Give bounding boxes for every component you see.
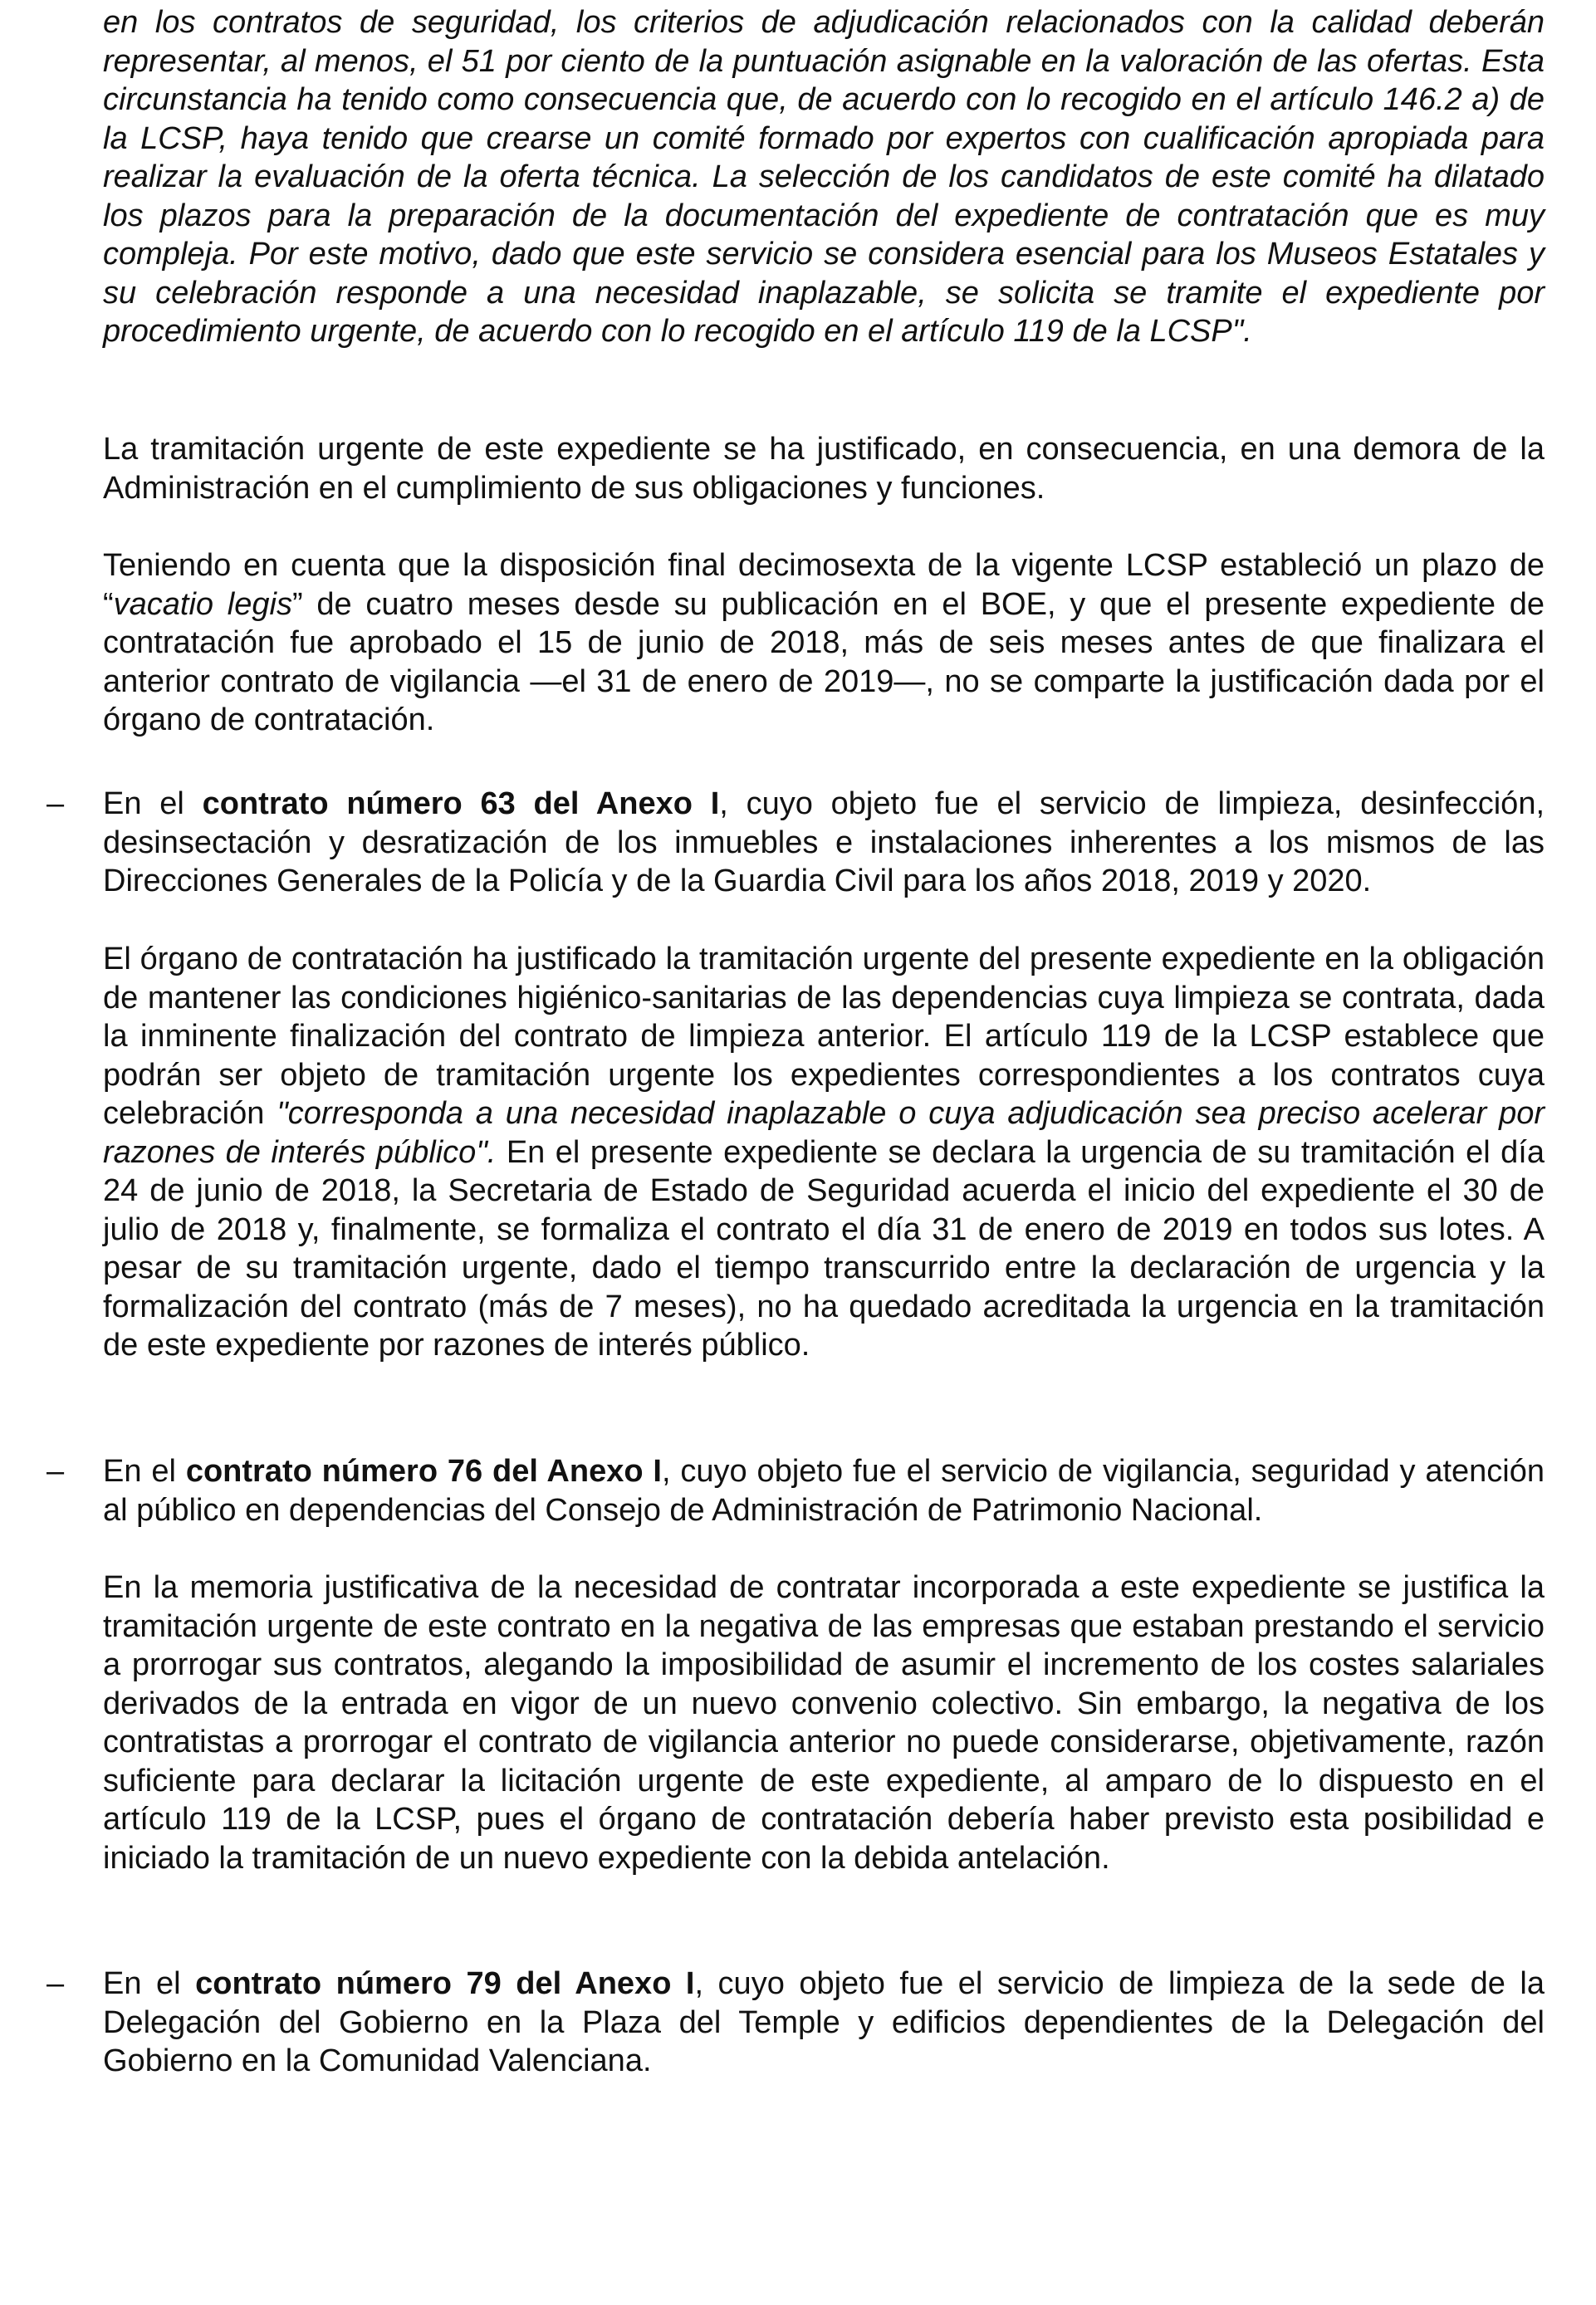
paragraph-contract-63-analysis (103, 940, 1545, 1365)
text-run: El órgano de contratación ha justificado la tramitación urgente del presente expediente en la obligación de mantener las condiciones higiénico-sanitarias de las dependencias cuya limpieza se contrata, dada la inminente finalización del contrato de limpieza anterior. El artículo 119 de la LCSP establece que podrán ser objeto de tramitación urgente los expedientes correspondientes a los contratos cuya celebración (103, 942, 1545, 1131)
text-run: Teniendo en cuenta que la disposición final decimosexta de la vigente LCSP estableció un plazo de “ (103, 548, 1545, 622)
text-run: , cuyo objeto fue el servicio de limpieza, desinfección, desinsectación y desratización de los inmuebles e instalaciones inherentes a los mismos de las Direcciones Generales de la Policía y de la Guardia Civil para los años 2018, 2019 y 2020. (103, 786, 1545, 898)
italic-term: vacatio legis (113, 586, 292, 622)
text-run: En el (103, 1966, 196, 2001)
contract-reference: contrato número 76 del Anexo I (185, 1454, 662, 1489)
text-run: , cuyo objeto fue el servicio de limpieza de la sede de la Delegación del Gobierno en la Plaza del Temple y edificios dependientes de la Delegación del Gobierno en la Comunidad Valenciana. (103, 1966, 1545, 2078)
bullet-contract-63 (103, 785, 1545, 901)
text-run: En el (103, 1454, 186, 1489)
text-run: En el presente expediente se declara la urgencia de su tramitación el día 24 de junio de 2018, la Secretaria de Estado de Seguridad acuerda el inicio del expediente el 30 de julio de 2018 y, finalmente, se formaliza el contrato el día 31 de enero de 2019 en todos sus lotes. A pesar de su tramitación urgente, dado el tiempo transcurrido entre la declaración de urgencia y la formalización del contrato (más de 7 meses), no ha quedado acreditada la urgencia en la tramitación de este expediente por razones de interés público. (103, 1134, 1545, 1363)
paragraph-vacatio-legis (103, 546, 1545, 740)
text-run: , cuyo objeto fue el servicio de vigilancia, seguridad y atención al público en dependencias del Consejo de Administración de Patrimonio Nacional. (103, 1454, 1545, 1528)
contract-reference: contrato número 63 del Anexo I (202, 786, 720, 821)
bullet-contract-79 (103, 1965, 1545, 2081)
contract-reference: contrato número 79 del Anexo I (195, 1966, 695, 2001)
paragraph-contract-76-analysis: En la memoria justificativa de la necesidad de contratar incorporada a este expediente se justifica la tramitación urgente de este contrato en la negativa de las empresas que estaban prestando el servicio a prorrogar sus contratos, alegando la imposibilidad de asumir el incremento de los costes salariales derivados de la entrada en vigor de un nuevo convenio colectivo. Sin embargo, la negativa de los contratistas a prorrogar el contrato de vigilancia anterior no puede considerarse, objetivamente, razón suficiente para declarar la licitación urgente de este expediente, al amparo de lo dispuesto en el artículo 119 de la LCSP, pues el órgano de contratación debería haber previsto esta posibilidad e iniciado la tramitación de un nuevo expediente con la debida antelación. (103, 1570, 1545, 1876)
bullet-contract-76 (103, 1452, 1545, 1529)
bullet-dash: – (47, 786, 65, 821)
bullet-dash: – (47, 1966, 65, 2001)
quoted-paragraph: en los contratos de seguridad, los criterios de adjudicación relacionados con la calidad deberán representar, al menos, el 51 por ciento de la puntuación asignable en la valoración de las ofertas. Esta circunstancia ha tenido como consecuencia que, de acuerdo con lo recogido en el artículo 146.2 a) de la LCSP, haya tenido que crearse un comité formado por expertos con cualificación apropiada para realizar la evaluación de la oferta técnica. La selección de los candidatos de este comité ha dilatado los plazos para la preparación de la documentación del expediente de contratación que es muy compleja. Por este motivo, dado que este servicio se considera esencial para los Museos Estatales y su celebración responde a una necesidad inaplazable, se solicita se tramite el expediente por procedimiento urgente, de acuerdo con lo recogido en el artículo 119 de la LCSP". (103, 5, 1545, 349)
bullet-dash: – (47, 1454, 65, 1489)
paragraph-urgency-justification: La tramitación urgente de este expediente se ha justificado, en consecuencia, en una demora de la Administración en el cumplimiento de sus obligaciones y funciones. (103, 432, 1545, 506)
text-run: En el (103, 786, 203, 821)
text-run: ” de cuatro meses desde su publicación en el BOE, y que el presente expediente de contratación fue aprobado el 15 de junio de 2018, más de seis meses antes de que finalizara el anterior contrato de vigilancia —el 31 de enero de 2019—, no se comparte la justificación dada por el órgano de contratación. (103, 586, 1545, 737)
italic-quote: "corresponda a una necesidad inaplazable o cuya adjudicación sea preciso acelerar por razones de interés público". (103, 1096, 1545, 1170)
